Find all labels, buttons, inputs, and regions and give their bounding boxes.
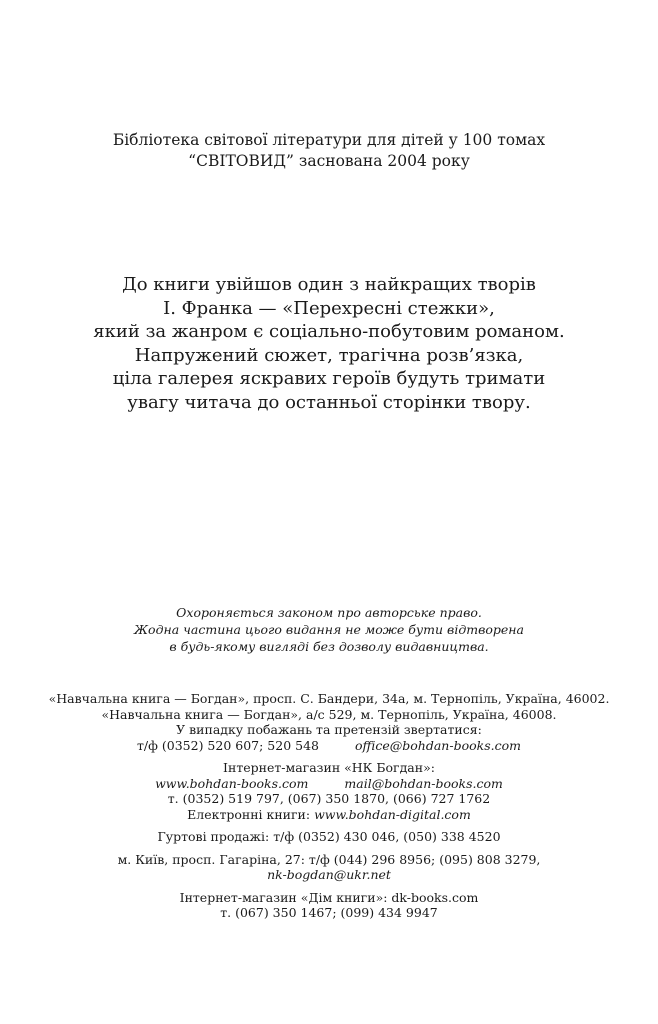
- copyright-line: Жодна частина цього видання не може бути відтворена: [134, 622, 524, 637]
- publisher-address-group: [0, 691, 658, 753]
- annotation-line: увагу читача до останньої сторінки твору.: [127, 391, 531, 413]
- publisher-phone-line: [0, 738, 658, 754]
- book-annotation: [0, 273, 658, 414]
- wholesale-line: Гуртові продажі: т/ф (0352) 430 046, (050) 338 4520: [157, 829, 501, 844]
- series-founded-line: “СВІТОВИД” заснована 2004 року: [188, 152, 470, 170]
- annotation-line: До книги увійшов один з найкращих творів: [122, 274, 536, 295]
- ebooks-label: Електронні книги:: [187, 806, 311, 822]
- series-title-line: Бібліотека світової літератури для дітей у 100 томах: [112, 131, 546, 149]
- series-info: [0, 130, 658, 172]
- eshop-title: Інтернет-магазин «НК Богдан»:: [223, 760, 435, 775]
- ebooks-website-link[interactable]: www.bohdan-digital.com: [314, 806, 471, 822]
- publisher-address-2: «Навчальна книга — Богдан», а/с 529, м. Тернопіль, Україна, 46008.: [101, 706, 557, 722]
- eshop-website-link[interactable]: www.bohdan-books.com: [155, 775, 309, 791]
- annotation-line: ціла галерея яскравих героїв будуть тримати: [112, 368, 546, 389]
- kyiv-email-link[interactable]: nk-bogdan@ukr.net: [267, 867, 391, 882]
- kyiv-group: [0, 852, 658, 883]
- annotation-line: який за жанром є соціально-побутовим романом.: [93, 321, 565, 342]
- publisher-address-1: «Навчальна книга — Богдан», просп. С. Бандери, 34а, м. Тернопіль, Україна, 46002.: [48, 691, 610, 706]
- eshop-phones: т. (0352) 519 797, (067) 350 1870, (066) 727 1762: [167, 791, 491, 806]
- annotation-line: І. Франка — «Перехресні стежки»,: [163, 297, 495, 319]
- publisher-contacts: [0, 691, 658, 921]
- eshop-email-link[interactable]: mail@bohdan-books.com: [344, 775, 503, 791]
- copyright-notice: [0, 604, 658, 655]
- eshop-group: [0, 760, 658, 822]
- dimknyhy-phones: т. (067) 350 1467; (099) 434 9947: [220, 905, 438, 920]
- annotation-line: Напружений сюжет, трагічна розв’язка,: [134, 344, 524, 366]
- kyiv-address: м. Київ, просп. Гагаріна, 27: т/ф (044) 296 8956; (095) 808 3279,: [117, 851, 541, 867]
- copyright-line: Охороняється законом про авторське право.: [176, 605, 482, 620]
- publisher-email-link[interactable]: office@bohdan-books.com: [355, 737, 521, 753]
- publisher-phone: т/ф (0352) 520 607; 520 548: [137, 737, 319, 753]
- complaints-label: У випадку побажань та претензій звертатися:: [176, 722, 482, 737]
- dimknyhy-group: [0, 890, 658, 921]
- ebooks-line: [0, 807, 658, 823]
- wholesale-group: [0, 829, 658, 845]
- eshop-links-line: [0, 776, 658, 792]
- copyright-line: в будь-якому вигляді без дозволу видавництва.: [169, 639, 489, 654]
- dimknyhy-title: Інтернет-магазин «Дім книги»: dk-books.com: [179, 889, 479, 905]
